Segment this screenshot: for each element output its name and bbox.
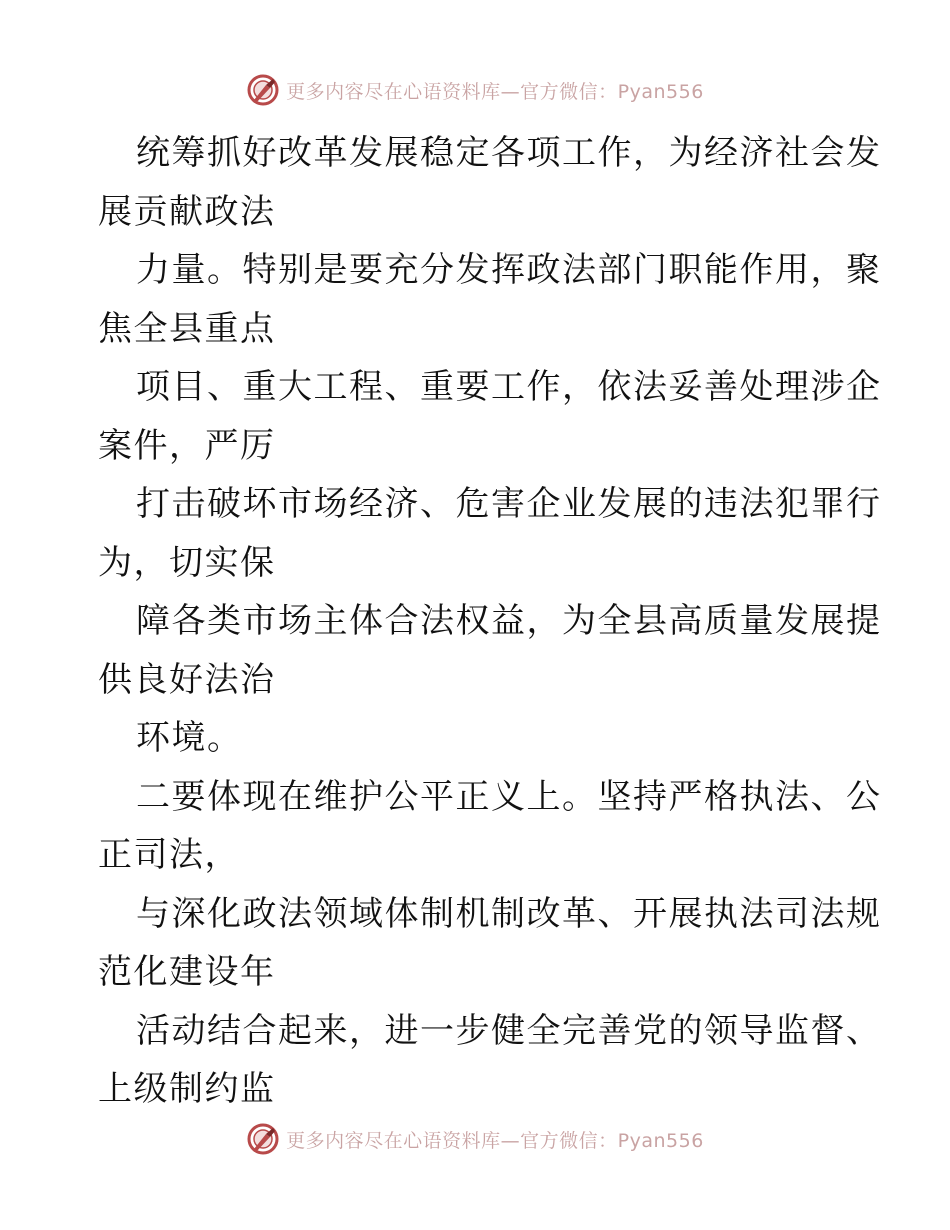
body-line: 二要体现在维护公平正义上。坚持严格执法、公 xyxy=(136,776,882,817)
watermark-text: 更多内容尽在心语资料库—官方微信：Pyan556 xyxy=(286,1129,704,1152)
body-line: 与深化政法领域体制机制改革、开展执法司法规 xyxy=(136,893,882,934)
body-line: 活动结合起来，进一步健全完善党的领导监督、 xyxy=(136,1010,882,1051)
body-line: 打击破坏市场经济、危害企业发展的违法犯罪行 xyxy=(136,484,882,524)
body-line: 正司法， xyxy=(98,835,240,875)
body-line: 案件，严厉 xyxy=(98,425,276,466)
body-line: 焦全县重点 xyxy=(98,308,276,349)
watermark-text: 更多内容尽在心语资料库—官方微信：Pyan556 xyxy=(286,80,704,103)
body-line: 项目、重大工程、重要工作，依法妥善处理涉企 xyxy=(136,367,882,407)
body-line: 范化建设年 xyxy=(98,952,276,992)
body-line: 力量。特别是要充分发挥政法部门职能作用，聚 xyxy=(136,250,882,290)
footer-watermark xyxy=(0,1121,950,1157)
body-line: 展贡献政法 xyxy=(98,191,276,232)
body-line: 统筹抓好改革发展稳定各项工作，为经济社会发 xyxy=(136,133,882,173)
body-line: 障各类市场主体合法权益，为全县高质量发展提 xyxy=(136,601,882,641)
pen-nib-seal-icon xyxy=(246,1122,280,1156)
body-line: 供良好法治 xyxy=(98,659,276,700)
document-body xyxy=(98,124,882,1119)
body-line: 上级制约监 xyxy=(98,1069,276,1109)
body-line: 环境。 xyxy=(136,718,243,758)
header-watermark xyxy=(0,72,950,108)
pen-nib-seal-icon xyxy=(246,73,280,107)
body-line: 为，切实保 xyxy=(98,542,276,583)
